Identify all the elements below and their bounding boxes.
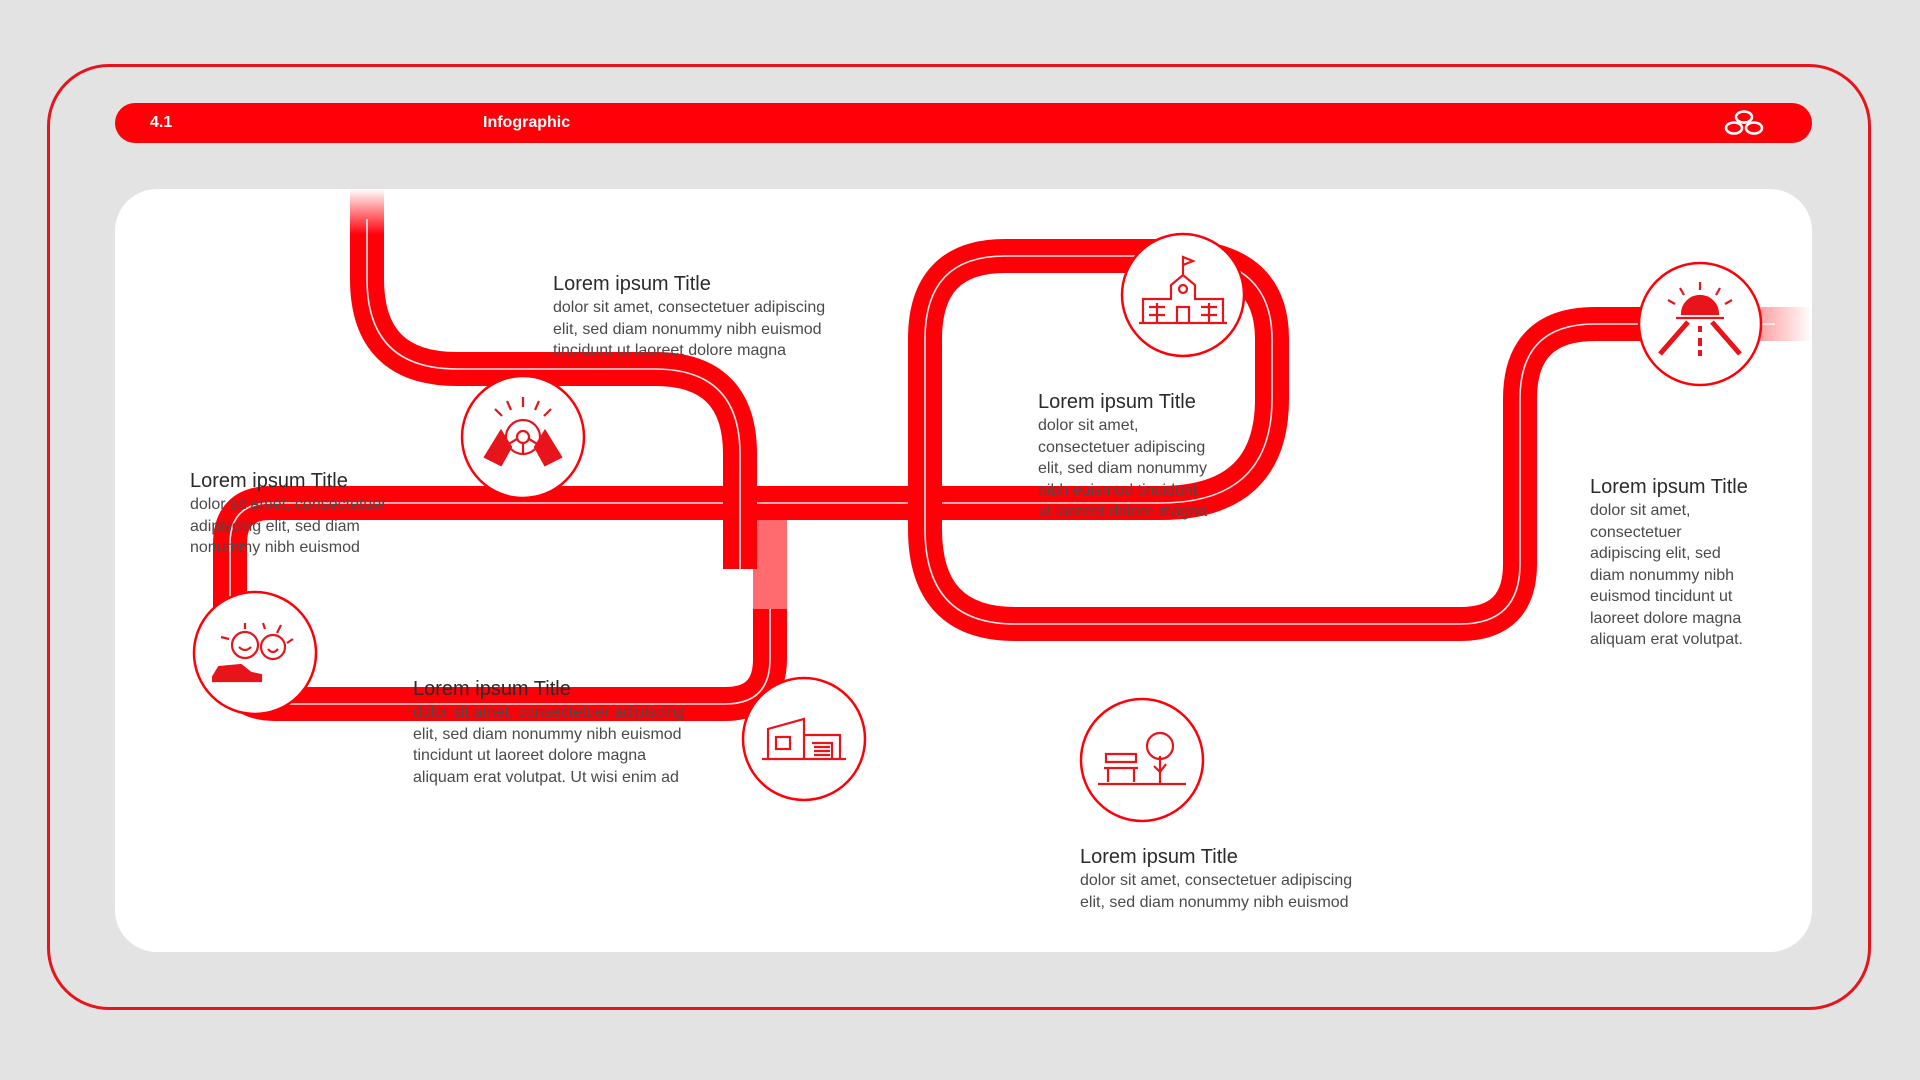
step-title: Lorem ipsum Title <box>1080 846 1238 868</box>
happy-faces-car-icon <box>194 592 316 714</box>
step-body-line: elit, sed diam nonummy nibh euismod <box>553 320 822 338</box>
step-body-line: euismod tincidunt ut <box>1590 588 1733 605</box>
step-body-line: dolor sit amet, consectetuer adipiscing <box>553 299 826 316</box>
step-body-line: adipiscing elit, sed diam <box>190 517 360 535</box>
step-body-line: elit, sed diam nonummy nibh euismod <box>413 725 682 743</box>
step-body-line: dolor sit amet, <box>1038 417 1139 434</box>
modern-house-icon <box>743 678 865 800</box>
step-title: Lorem ipsum Title <box>1038 391 1196 413</box>
step-body-line: aliquam erat volutpat. Ut wisi enim ad <box>413 768 679 786</box>
step-5-text <box>1080 844 1352 913</box>
step-title: Lorem ipsum Title <box>553 273 711 295</box>
road-route <box>115 189 1812 952</box>
step-body-line: elit, sed diam nonummy <box>1038 460 1207 477</box>
step-body-line: consectetuer adipiscing <box>1038 438 1206 456</box>
step-title: Lorem ipsum Title <box>413 678 571 700</box>
step-2-text <box>190 468 387 559</box>
step-body-line: adipiscing elit, sed <box>1590 545 1721 562</box>
road-sunrise-icon <box>1639 263 1761 385</box>
step-body-line: consectetuer <box>1590 523 1682 541</box>
step-body-line: tincidunt ut laoreet dolore magna <box>413 747 647 764</box>
step-body-line: laoreet dolore magna <box>1590 609 1742 627</box>
step-body-line: elit, sed diam nonummy nibh euismod <box>1080 893 1349 911</box>
section-number: 4.1 <box>150 114 173 131</box>
step-body-line: nonummy nibh euismod <box>190 539 360 556</box>
step-title: Lorem ipsum Title <box>190 470 348 492</box>
step-body-line: dolor sit amet, consectetuer adipiscing <box>413 704 686 721</box>
header-title: Infographic <box>483 114 571 131</box>
school-building-icon <box>1122 234 1244 356</box>
infographic-panel <box>115 189 1812 952</box>
steering-wheel-hands-icon <box>462 376 584 498</box>
step-body-line: dolor sit amet, consectetuer adipiscing <box>1080 872 1353 889</box>
step-6-text <box>1590 474 1748 651</box>
step-body-line: dolor sit amet, <box>1590 502 1691 519</box>
step-body-line: tincidunt ut laoreet dolore magna <box>553 342 787 359</box>
step-1-text <box>553 271 825 362</box>
step-body-line: ut laoreet dolore magna <box>1038 503 1207 520</box>
step-body-line: nibh euismod tincidunt <box>1038 481 1198 499</box>
step-body-line: aliquam erat volutpat. <box>1590 631 1743 648</box>
three-ovals-logo-icon <box>1723 109 1765 137</box>
park-bench-tree-icon <box>1081 699 1203 821</box>
header-bar <box>115 103 1812 143</box>
step-3-text <box>413 676 685 788</box>
step-body-line: dolor sit amet, consectetuer <box>190 496 387 513</box>
step-title: Lorem ipsum Title <box>1590 476 1748 498</box>
step-body-line: diam nonummy nibh <box>1590 566 1735 584</box>
step-4-text <box>1038 389 1207 523</box>
